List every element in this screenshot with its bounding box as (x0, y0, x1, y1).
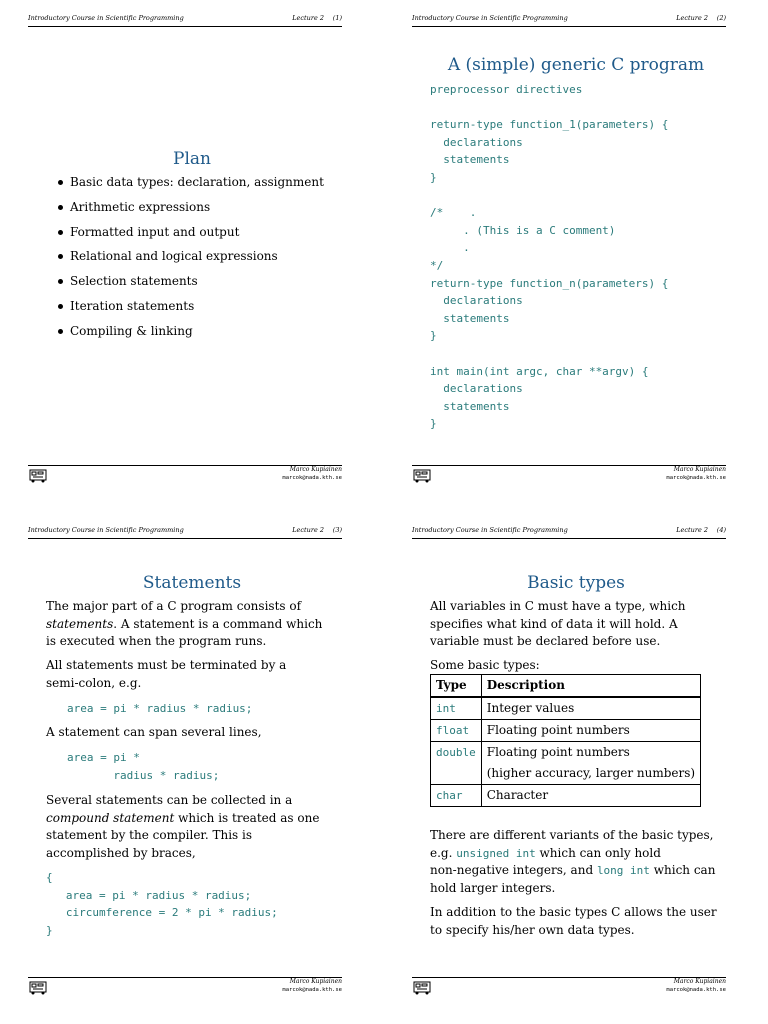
paragraph (430, 827, 715, 897)
desc-cell: Integer values (481, 697, 700, 720)
footer-email: marcok@nada.kth.se (282, 475, 342, 481)
table-row (431, 742, 701, 785)
text-span: which can (649, 863, 716, 877)
footer-email: marcok@nada.kth.se (666, 475, 726, 481)
page-number: (4) (716, 526, 726, 534)
slide-header (28, 524, 342, 539)
text-span: e.g. (430, 845, 457, 860)
lecture-label: Lecture 2 (676, 14, 708, 22)
footer-author: Marco Kupiainen (673, 978, 726, 985)
kth-logo-icon (412, 979, 434, 995)
page-number: (3) (332, 526, 342, 534)
slide-header (412, 12, 726, 27)
plan-list (52, 172, 324, 346)
code-example: area = pi * radius * radius; (67, 702, 253, 715)
desc-line: Floating point numbers (486, 745, 630, 759)
table-header-row (431, 675, 701, 698)
footer-author: Marco Kupiainen (673, 466, 726, 473)
paragraph (430, 598, 686, 651)
kth-logo-icon (28, 467, 50, 483)
type-cell: char (431, 785, 482, 807)
code-example: { area = pi * radius * radius; circumference = 2 * pi * radius; } (46, 871, 278, 937)
paragraph (46, 792, 319, 862)
text-line: All variables in C must have a type, which (430, 599, 686, 613)
desc-cell: Floating point numbers (481, 720, 700, 742)
text-line (46, 810, 319, 828)
list-item: Iteration statements (52, 296, 324, 321)
text-line (430, 845, 715, 863)
text-line: statement by the compiler. This is (46, 828, 253, 842)
kth-logo-icon (28, 979, 50, 995)
slide-title: Statements (142, 573, 242, 593)
kth-logo-icon (412, 467, 434, 483)
list-item: Relational and logical expressions (52, 246, 324, 271)
footer-author: Marco Kupiainen (289, 466, 342, 473)
list-item: Formatted input and output (52, 222, 324, 247)
lecture-label: Lecture 2 (292, 14, 324, 22)
slide-title: Plan (173, 149, 211, 169)
page-number: (1) (332, 14, 342, 22)
course-title: Introductory Course in Scientific Programming (28, 526, 184, 534)
slide-3 (0, 512, 384, 1024)
paragraph (430, 904, 717, 939)
text-line: In addition to the basic types C allows the user (430, 905, 717, 919)
text-span: non-negative integers, and (430, 863, 597, 877)
footer-author: Marco Kupiainen (289, 978, 342, 985)
type-cell: int (431, 697, 482, 720)
table-row (431, 697, 701, 720)
text-span: which can only hold (535, 845, 661, 860)
slide-title: A (simple) generic C program (447, 55, 705, 75)
course-title: Introductory Course in Scientific Programming (412, 14, 568, 22)
slide-1 (0, 0, 384, 512)
list-item: Arithmetic expressions (52, 197, 324, 222)
text-line: is executed when the program runs. (46, 634, 267, 648)
footer-email: marcok@nada.kth.se (282, 987, 342, 993)
footer-email: marcok@nada.kth.se (666, 987, 726, 993)
course-title: Introductory Course in Scientific Programming (28, 14, 184, 22)
lecture-label: Lecture 2 (676, 526, 708, 534)
list-item: Compiling & linking (52, 321, 324, 346)
text-line: All statements must be terminated by a (46, 658, 287, 672)
inline-code: unsigned int (456, 846, 536, 860)
paragraph (46, 657, 286, 692)
text-line: specifies what kind of data it will hold. A (430, 616, 678, 631)
list-item: Selection statements (52, 271, 324, 296)
slide-2 (384, 0, 768, 512)
desc-line: (higher accuracy, larger numbers) (486, 766, 696, 780)
paragraph: Some basic types: (430, 658, 540, 672)
emphasis: statements (46, 616, 114, 631)
text-line: There are different variants of the basic types, (430, 828, 714, 842)
column-header: Type (431, 675, 482, 698)
code-block: preprocessor directives return-type function_1(parameters) { declarations statements } /* . . (This is a C comment) . */ return-type function_n(parameters) { declarations statements } int main(int argc, char **argv) { declarations statements } (430, 83, 669, 431)
text-span: which is treated as one (174, 810, 320, 825)
types-table (430, 674, 701, 807)
text-span: . A statement is a command which (113, 616, 323, 631)
text-line: to specify his/her own data types. (430, 922, 635, 937)
text-line: Several statements can be collected in a (46, 793, 293, 807)
text-line: hold larger integers. (430, 880, 556, 895)
slide-header (28, 12, 342, 27)
table-row (431, 785, 701, 807)
lecture-label: Lecture 2 (292, 526, 324, 534)
desc-cell: Character (481, 785, 700, 807)
slide-header (412, 524, 726, 539)
slide-title: Basic types (527, 573, 625, 593)
column-header: Description (481, 675, 700, 698)
text-line: The major part of a C program consists of (46, 599, 302, 613)
page-number: (2) (716, 14, 726, 22)
type-cell: float (431, 720, 482, 742)
slide-4 (384, 512, 768, 1024)
paragraph: A statement can span several lines, (46, 725, 262, 739)
code-example: area = pi * radius * radius; (67, 751, 220, 782)
list-item: Basic data types: declaration, assignment (52, 172, 324, 197)
emphasis: compound statement (46, 810, 175, 825)
desc-cell (481, 742, 700, 785)
paragraph (46, 598, 322, 651)
table-row (431, 720, 701, 742)
text-line: variable must be declared before use. (430, 634, 661, 648)
inline-code: long int (596, 864, 650, 877)
text-line: accomplished by braces, (46, 845, 196, 860)
text-line (430, 862, 715, 880)
type-cell: double (431, 742, 482, 785)
text-line (46, 616, 322, 634)
course-title: Introductory Course in Scientific Programming (412, 526, 568, 534)
text-line: semi-colon, e.g. (46, 675, 142, 690)
